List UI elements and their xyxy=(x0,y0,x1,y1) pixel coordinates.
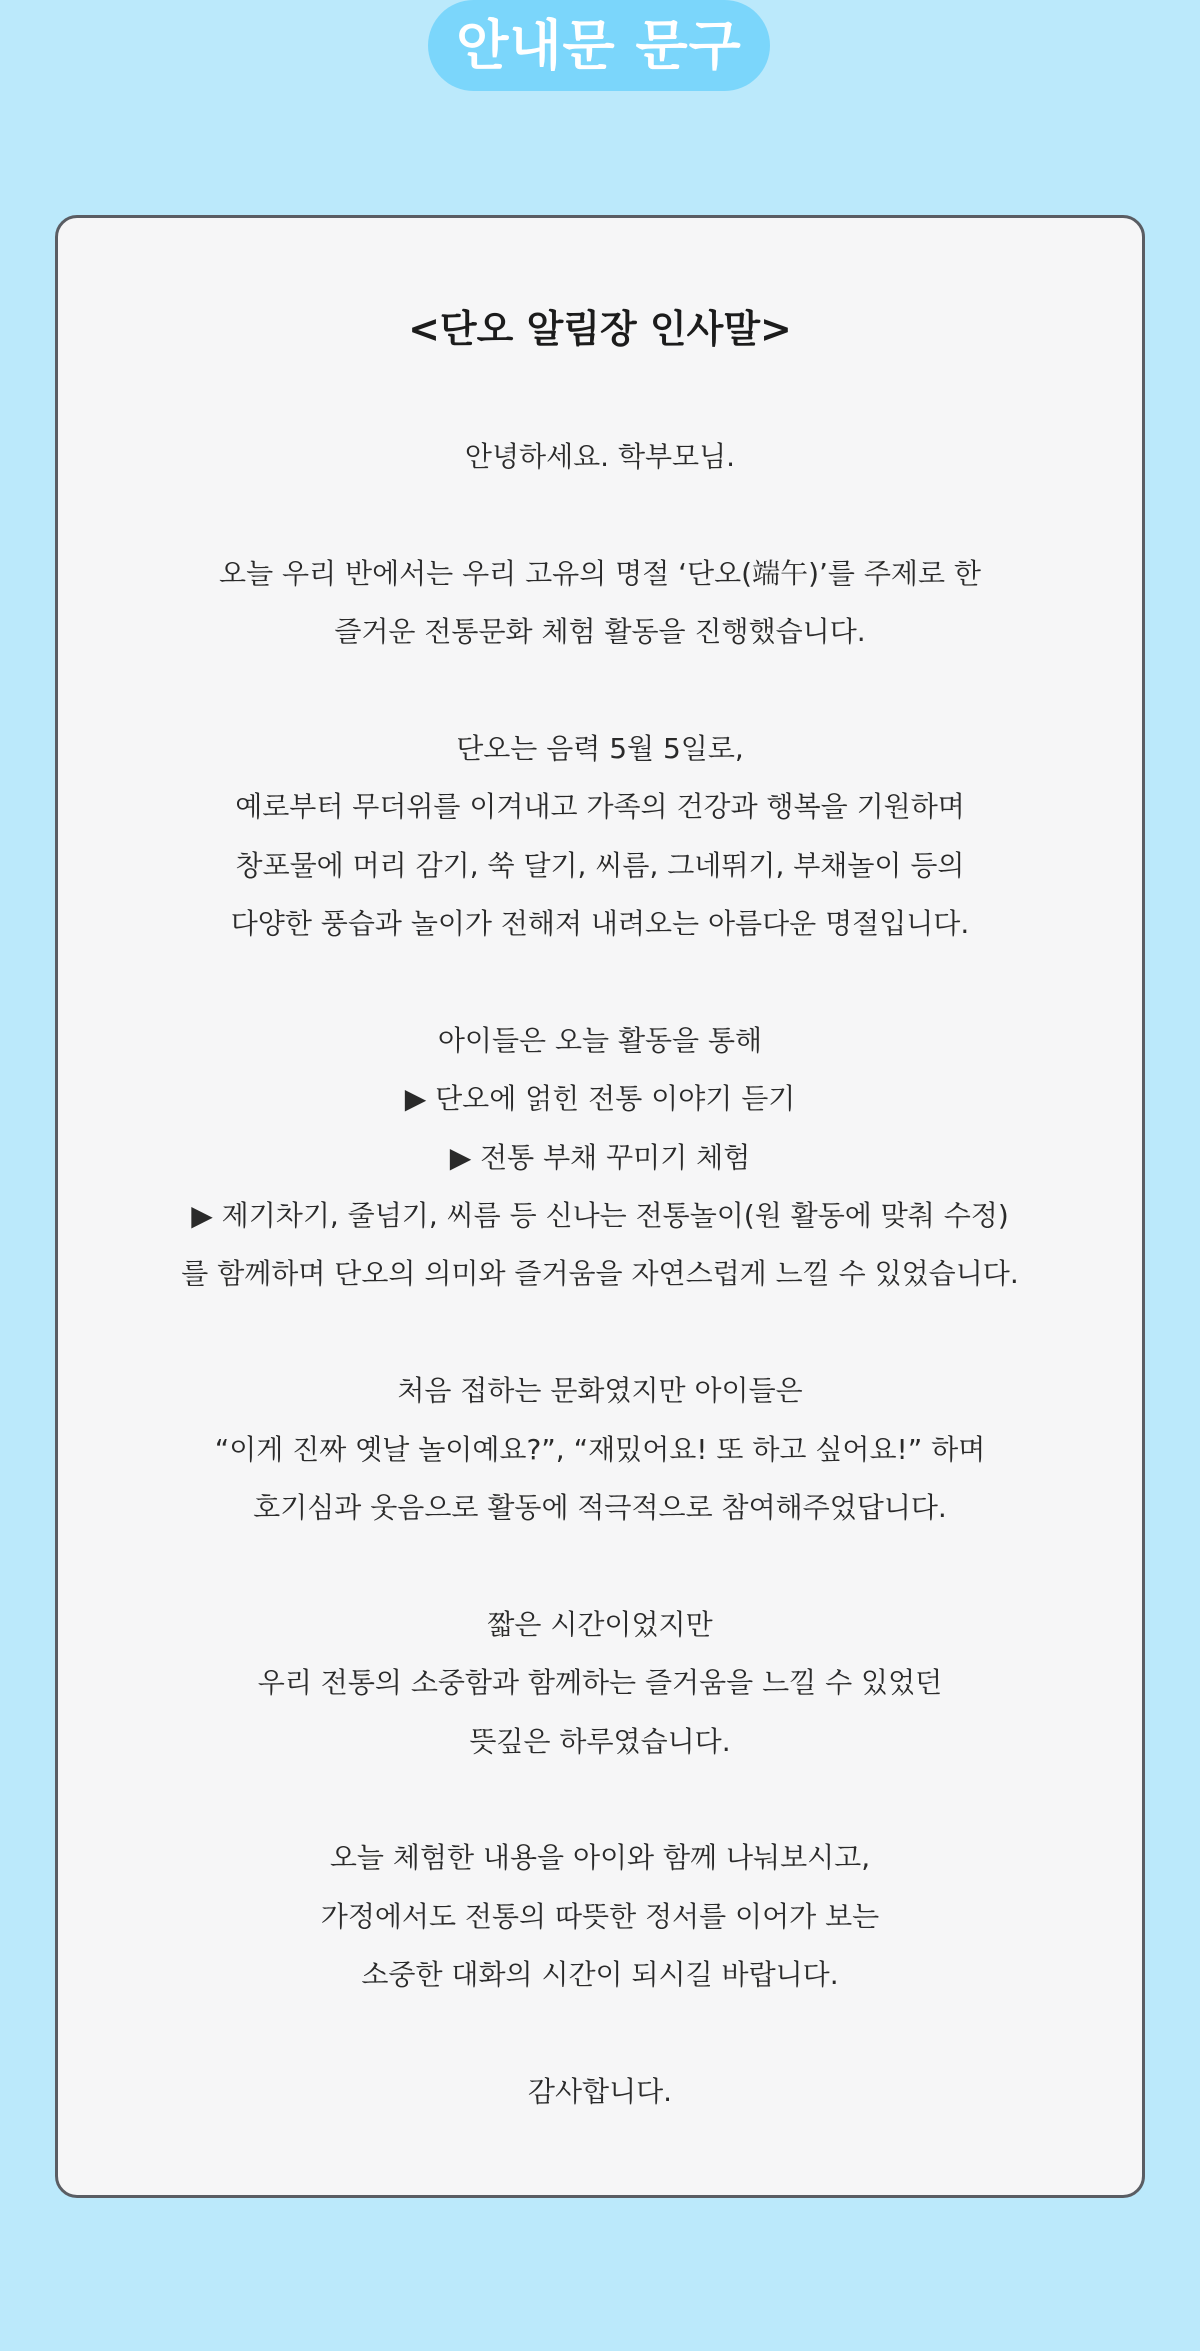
notice-line: 오늘 우리 반에서는 우리 고유의 명절 ‘단오(端午)’를 주제로 한 xyxy=(219,556,981,590)
paragraph-gap xyxy=(58,2005,1142,2063)
notice-line: 단오는 음력 5월 5일로, xyxy=(456,731,744,765)
notice-line: 호기심과 웃음으로 활동에 적극적으로 참여해주었답니다. xyxy=(253,1491,947,1525)
notice-line: ▶ 제기차기, 줄넘기, 씨름 등 신나는 전통놀이(원 활동에 맞춰 수정) xyxy=(191,1199,1009,1233)
notice-line: 즐거운 전통문화 체험 활동을 진행했습니다. xyxy=(334,615,866,649)
notice-line: ▶ 전통 부채 꾸미기 체험 xyxy=(449,1140,751,1174)
notice-line: 감사합니다. xyxy=(527,2074,673,2108)
paragraph-gap xyxy=(58,486,1142,544)
notice-card xyxy=(55,215,1145,2198)
notice-line: 아이들은 오늘 활동을 통해 xyxy=(437,1023,763,1057)
title-banner xyxy=(428,0,770,91)
notice-line: ▶ 단오에 얽힌 전통 이야기 듣기 xyxy=(404,1082,796,1116)
notice-line: 우리 전통의 소중함과 함께하는 즐거움을 느낄 수 있었던 xyxy=(257,1666,943,1700)
paragraph-gap xyxy=(58,662,1142,720)
notice-line: 다양한 풍습과 놀이가 전해져 내려오는 아름다운 명절입니다. xyxy=(230,907,970,941)
notice-line: 예로부터 무더위를 이겨내고 가족의 건강과 행복을 기원하며 xyxy=(235,790,965,824)
notice-line: 뜻깊은 하루였습니다. xyxy=(469,1724,731,1758)
paragraph-gap xyxy=(58,1304,1142,1362)
paragraph-gap xyxy=(58,1771,1142,1829)
paragraph-gap xyxy=(58,954,1142,1012)
notice-body xyxy=(58,428,1142,2121)
notice-line: 창포물에 머리 감기, 쑥 달기, 씨름, 그네뛰기, 부채놀이 등의 xyxy=(235,848,965,882)
banner-title: 안내문 문구 xyxy=(456,13,742,77)
notice-line: 가정에서도 전통의 따뜻한 정서를 이어가 보는 xyxy=(320,1899,880,1933)
notice-line: 오늘 체험한 내용을 아이와 함께 나눠보시고, xyxy=(329,1841,871,1875)
notice-line: 소중한 대화의 시간이 되시길 바랍니다. xyxy=(361,1958,839,1992)
notice-line: 처음 접하는 문화였지만 아이들은 xyxy=(397,1374,803,1408)
notice-line: “이게 진짜 옛날 놀이예요?”, “재밌어요! 또 하고 싶어요!” 하며 xyxy=(214,1432,986,1466)
notice-line: 를 함께하며 단오의 의미와 즐거움을 자연스럽게 느낄 수 있었습니다. xyxy=(181,1257,1019,1291)
notice-line: 안녕하세요. 학부모님. xyxy=(464,440,736,473)
notice-line: 짧은 시간이었지만 xyxy=(487,1607,713,1641)
notice-heading: <단오 알림장 인사말> xyxy=(408,307,792,351)
paragraph-gap xyxy=(58,1537,1142,1595)
